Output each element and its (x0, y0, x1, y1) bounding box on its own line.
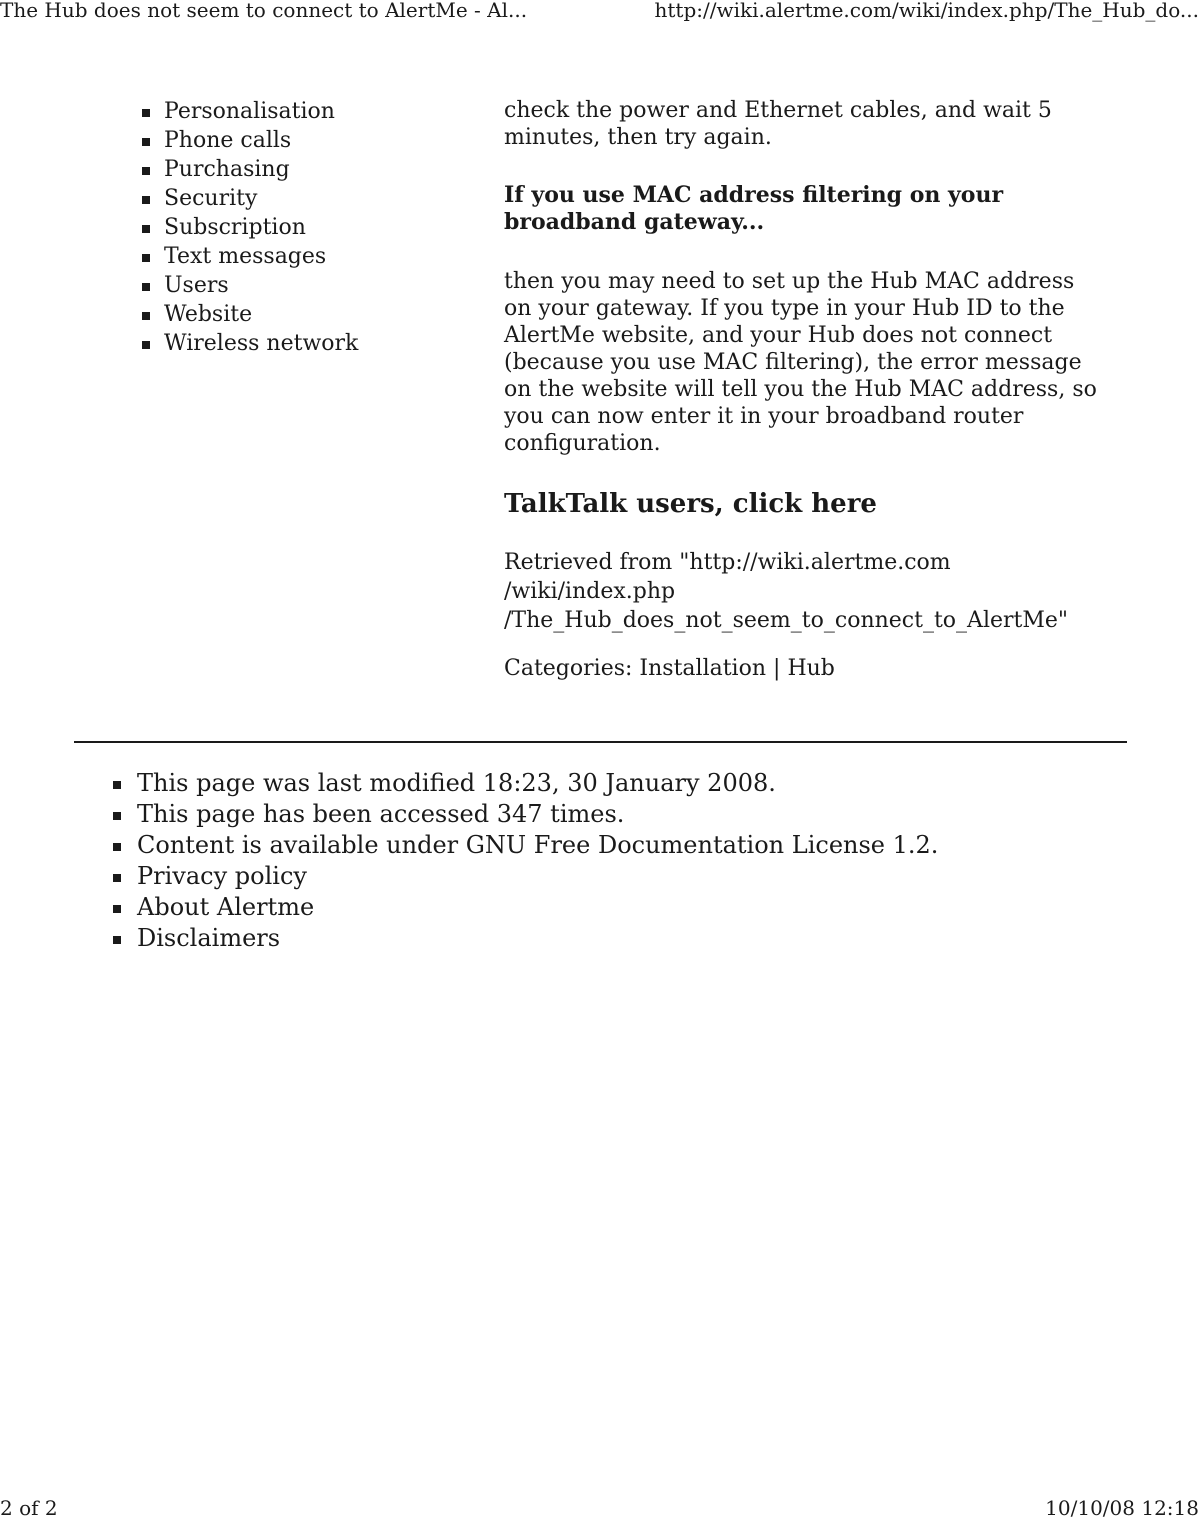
square-bullet-icon (142, 138, 150, 146)
square-bullet-icon (113, 936, 121, 944)
list-item (140, 184, 358, 213)
category-link[interactable]: Text messages (164, 244, 327, 269)
list-item (140, 155, 358, 184)
square-bullet-icon (142, 312, 150, 320)
print-header-title: The Hub does not seem to connect to AlertMe - Al... (0, 0, 528, 22)
categories-line (504, 655, 1104, 682)
list-item (140, 126, 358, 155)
retrieved-line: /wiki/index.php (504, 579, 676, 604)
category-installation-link[interactable]: Installation (639, 656, 767, 681)
category-link[interactable]: Users (164, 273, 229, 298)
category-link[interactable]: Purchasing (164, 157, 290, 182)
category-hub-link[interactable]: Hub (787, 656, 835, 681)
square-bullet-icon (113, 781, 121, 789)
square-bullet-icon (142, 341, 150, 349)
square-bullet-icon (113, 843, 121, 851)
list-item (112, 768, 938, 799)
categories-label: Categories: (504, 656, 633, 681)
square-bullet-icon (113, 812, 121, 820)
list-item (112, 923, 938, 954)
access-count-text: This page has been accessed 347 times. (137, 800, 625, 828)
print-footer-page: 2 of 2 (0, 1496, 58, 1520)
category-link[interactable]: Subscription (164, 215, 306, 240)
square-bullet-icon (113, 905, 121, 913)
retrieved-line: /The_Hub_does_not_seem_to_connect_to_AlertMe" (504, 608, 1069, 633)
footer-divider (74, 741, 1127, 743)
list-item (140, 329, 358, 358)
footer-list (112, 768, 938, 954)
category-nav-list (140, 97, 358, 358)
list-item (140, 213, 358, 242)
list-item (112, 861, 938, 892)
category-separator: | (773, 656, 781, 681)
category-link[interactable]: Phone calls (164, 128, 292, 153)
square-bullet-icon (113, 874, 121, 882)
list-item (140, 97, 358, 126)
category-link[interactable]: Personalisation (164, 99, 335, 124)
talktalk-link[interactable]: TalkTalk users, click here (504, 489, 877, 519)
square-bullet-icon (142, 196, 150, 204)
disclaimers-link[interactable]: Disclaimers (137, 924, 281, 952)
last-modified-text: This page was last modified 18:23, 30 January 2008. (137, 769, 776, 797)
category-link[interactable]: Wireless network (164, 331, 359, 356)
print-footer-datetime: 10/10/08 12:18 (1045, 1496, 1199, 1520)
about-link[interactable]: About Alertme (137, 893, 315, 921)
list-item (140, 242, 358, 271)
list-item (112, 799, 938, 830)
square-bullet-icon (142, 167, 150, 175)
list-item (112, 830, 938, 861)
article-content (504, 97, 1104, 682)
square-bullet-icon (142, 254, 150, 262)
square-bullet-icon (142, 283, 150, 291)
talktalk-heading (504, 488, 1104, 520)
license-text: Content is available under GNU Free Documentation License 1.2. (137, 831, 939, 859)
mac-filtering-heading: If you use MAC address filtering on your broadband gateway... (504, 182, 1004, 235)
category-link[interactable]: Website (164, 302, 253, 327)
retrieved-from (504, 548, 1104, 635)
retrieved-line: Retrieved from "http://wiki.alertme.com (504, 550, 951, 575)
list-item (140, 300, 358, 329)
square-bullet-icon (142, 225, 150, 233)
category-link[interactable]: Security (164, 186, 258, 211)
list-item (112, 892, 938, 923)
privacy-policy-link[interactable]: Privacy policy (137, 862, 307, 890)
print-header-url: http://wiki.alertme.com/wiki/index.php/The_Hub_do... (654, 0, 1199, 22)
article-paragraph: then you may need to set up the Hub MAC address on your gateway. If you type in your Hub ID to the AlertMe website, and your Hub does not connect (because you use MAC filtering), the error message on the website will tell you the Hub MAC address, so you can now enter it in your broadband router configuration. (504, 269, 1097, 456)
list-item (140, 271, 358, 300)
square-bullet-icon (142, 109, 150, 117)
article-paragraph: check the power and Ethernet cables, and wait 5 minutes, then try again. (504, 98, 1052, 150)
